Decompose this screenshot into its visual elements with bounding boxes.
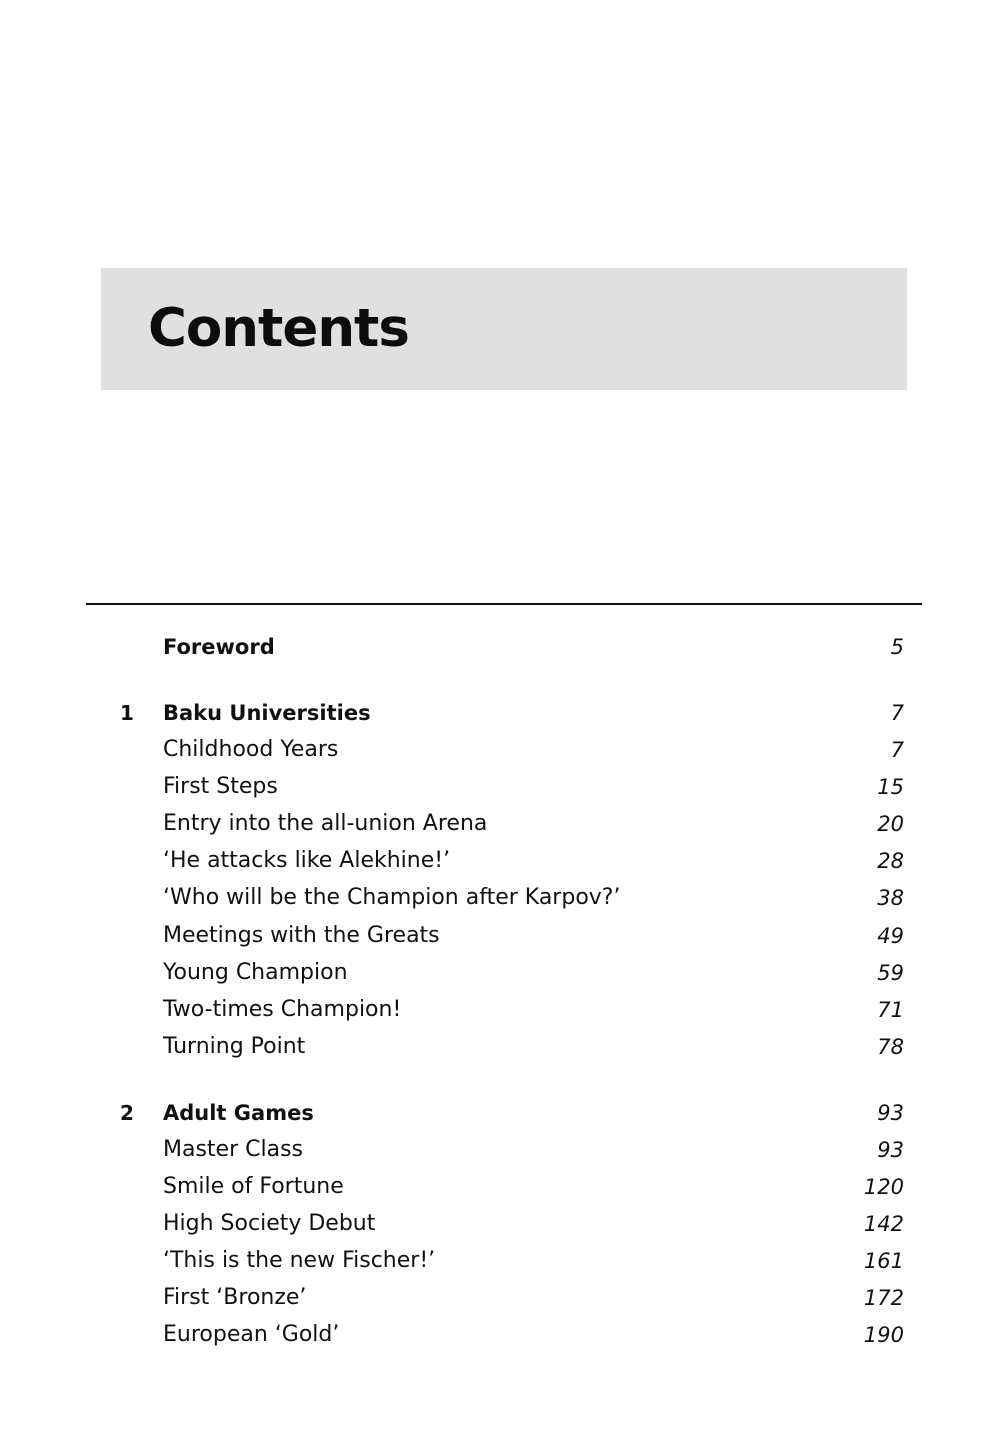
section-title: ‘This is the new Fischer!’ — [163, 1248, 436, 1273]
section-title: Two-times Champion! — [163, 997, 402, 1022]
toc-section[interactable] — [0, 1280, 1000, 1316]
section-title: First ‘Bronze’ — [163, 1285, 307, 1310]
section-title: Meetings with the Greats — [163, 923, 440, 948]
section-page: 142 — [863, 1212, 904, 1236]
toc-entry-foreword[interactable] — [0, 629, 1000, 665]
section-page: 172 — [863, 1286, 904, 1310]
section-title: Young Champion — [163, 960, 348, 985]
toc-section[interactable] — [0, 880, 1000, 916]
toc-section[interactable] — [0, 955, 1000, 991]
toc-section[interactable] — [0, 806, 1000, 842]
toc-section[interactable] — [0, 843, 1000, 879]
section-page: 190 — [863, 1323, 904, 1347]
section-title: Turning Point — [163, 1034, 306, 1059]
toc-section[interactable] — [0, 1169, 1000, 1205]
section-page: 71 — [877, 998, 904, 1022]
section-page: 15 — [877, 775, 904, 799]
toc-chapter-2[interactable] — [0, 1095, 1000, 1131]
section-title: Smile of Fortune — [163, 1174, 344, 1199]
section-page: 28 — [877, 849, 904, 873]
toc-section[interactable] — [0, 1132, 1000, 1168]
section-page: 59 — [877, 961, 904, 985]
chapter-number: 2 — [120, 1101, 134, 1125]
section-title: High Society Debut — [163, 1211, 376, 1236]
section-title: Childhood Years — [163, 737, 339, 762]
section-title: First Steps — [163, 774, 278, 799]
chapter-number: 1 — [120, 701, 134, 725]
toc-section[interactable] — [0, 992, 1000, 1028]
toc-section[interactable] — [0, 918, 1000, 954]
chapter-title: Adult Games — [163, 1101, 314, 1125]
section-page: 120 — [863, 1175, 904, 1199]
section-page: 38 — [877, 886, 904, 910]
section-page: 161 — [863, 1249, 904, 1273]
section-page: 49 — [877, 924, 904, 948]
chapter-page: 7 — [890, 701, 904, 725]
toc-section[interactable] — [0, 1029, 1000, 1065]
toc-section[interactable] — [0, 732, 1000, 768]
section-page: 78 — [877, 1035, 904, 1059]
toc-section[interactable] — [0, 1243, 1000, 1279]
section-page: 20 — [877, 812, 904, 836]
toc-section[interactable] — [0, 1206, 1000, 1242]
contents-heading-band — [101, 268, 907, 390]
section-title: ‘He attacks like Alekhine!’ — [163, 848, 451, 873]
page-title: Contents — [148, 298, 409, 359]
section-title: European ‘Gold’ — [163, 1322, 340, 1347]
toc-entry-title: Foreword — [163, 635, 275, 659]
toc-chapter-1[interactable] — [0, 695, 1000, 731]
section-title: Master Class — [163, 1137, 304, 1162]
chapter-title: Baku Universities — [163, 701, 371, 725]
section-page: 93 — [877, 1138, 904, 1162]
toc-section[interactable] — [0, 769, 1000, 805]
toc-entry-page: 5 — [890, 635, 904, 659]
divider-rule — [86, 603, 922, 605]
chapter-page: 93 — [877, 1101, 904, 1125]
section-title: ‘Who will be the Champion after Karpov?’ — [163, 885, 621, 910]
section-page: 7 — [890, 738, 904, 762]
section-title: Entry into the all-union Arena — [163, 811, 488, 836]
toc-section[interactable] — [0, 1317, 1000, 1353]
